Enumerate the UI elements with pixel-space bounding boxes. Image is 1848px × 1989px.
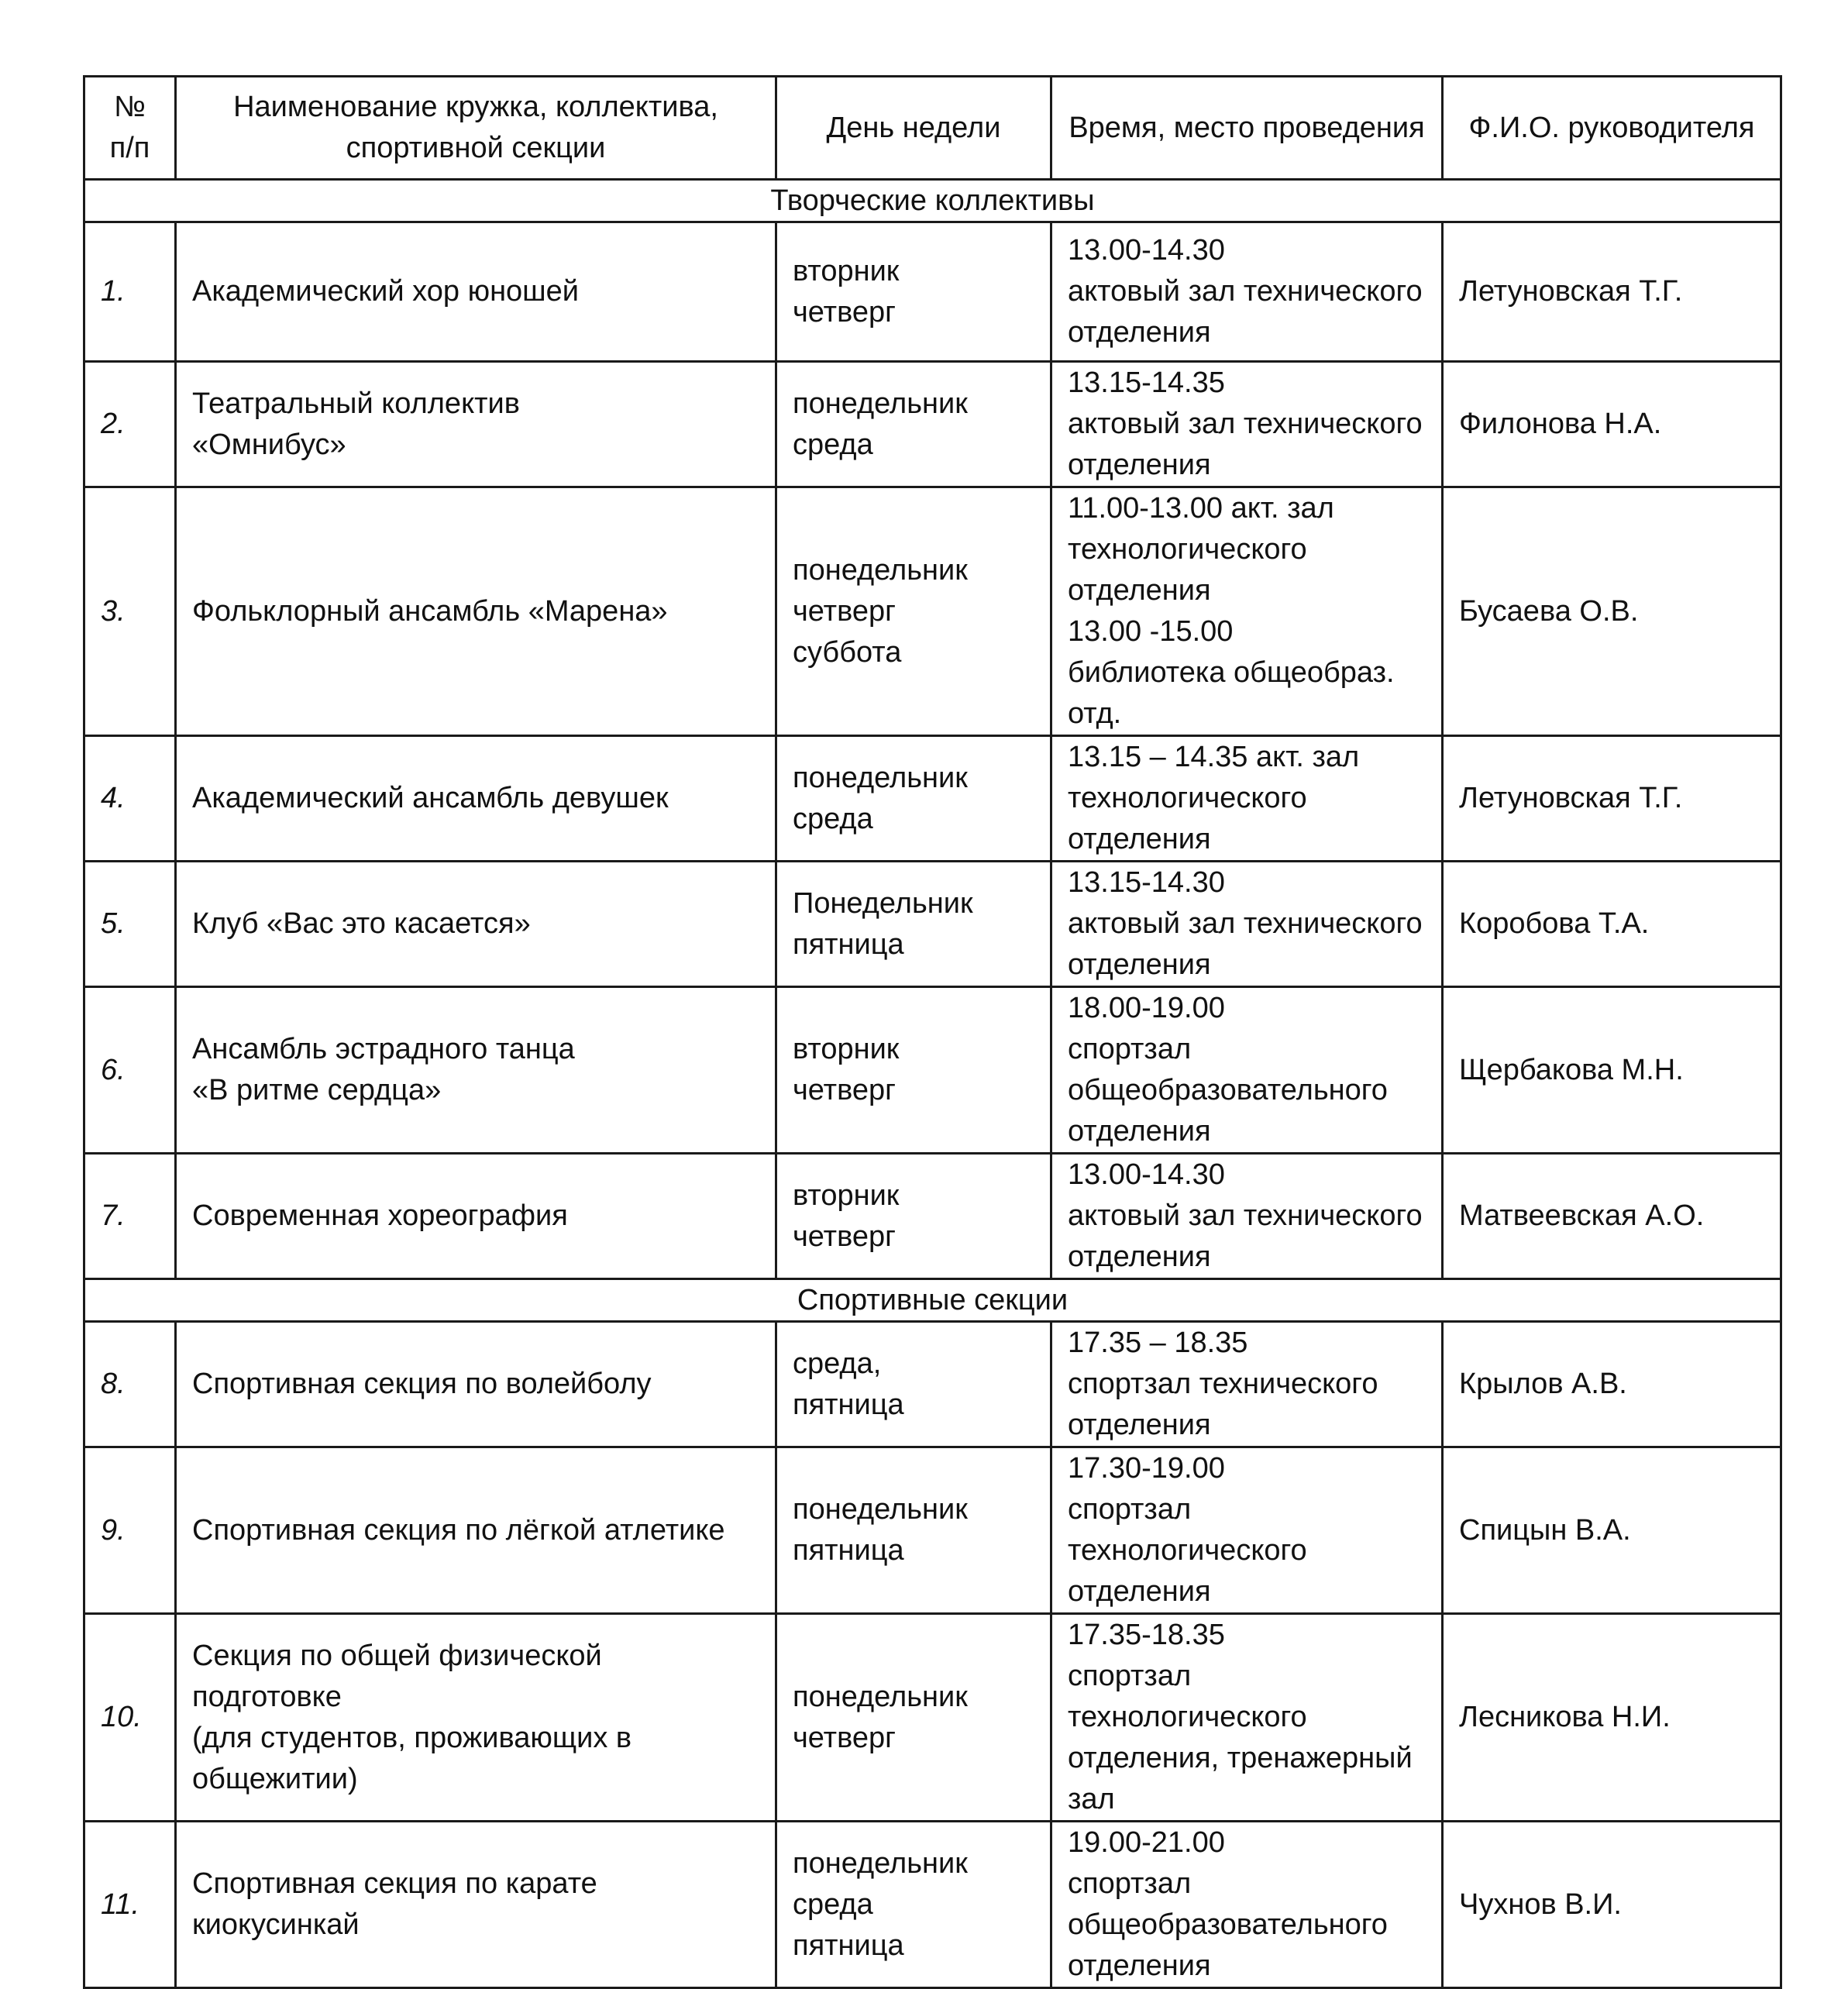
row-day: понедельник среда bbox=[776, 736, 1051, 862]
row-leader: Коробова Т.А. bbox=[1443, 862, 1781, 987]
header-day bbox=[776, 77, 1051, 180]
row-leader: Лесникова Н.И. bbox=[1443, 1614, 1781, 1822]
row-leader: Крылов А.В. bbox=[1443, 1322, 1781, 1447]
row-num: 7. bbox=[84, 1154, 176, 1279]
row-time-place: 13.15-14.30 актовый зал технического отделения bbox=[1051, 862, 1443, 987]
row-name: Академический хор юношей bbox=[176, 222, 776, 362]
table-row bbox=[84, 362, 1781, 487]
header-leader bbox=[1443, 77, 1781, 180]
row-time-place: 13.00-14.30 актовый зал технического отделения bbox=[1051, 222, 1443, 362]
row-time-place: 17.30-19.00 спортзал технологического отделения bbox=[1051, 1447, 1443, 1614]
schedule-table bbox=[83, 75, 1782, 1989]
row-name: Спортивная секция по лёгкой атлетике bbox=[176, 1447, 776, 1614]
row-num: 5. bbox=[84, 862, 176, 987]
row-day: понедельник среда bbox=[776, 362, 1051, 487]
row-leader: Летуновская Т.Г. bbox=[1443, 736, 1781, 862]
header-num-label: № п/п bbox=[109, 91, 150, 164]
header-day-label: День недели bbox=[826, 111, 1001, 144]
row-day: вторник четверг bbox=[776, 987, 1051, 1154]
row-day: вторник четверг bbox=[776, 1154, 1051, 1279]
table-row bbox=[84, 1447, 1781, 1614]
table-row bbox=[84, 487, 1781, 736]
row-num: 9. bbox=[84, 1447, 176, 1614]
row-name: Спортивная секция по карате киокусинкай bbox=[176, 1822, 776, 1988]
header-time-place bbox=[1051, 77, 1443, 180]
row-leader: Чухнов В.И. bbox=[1443, 1822, 1781, 1988]
row-time-place: 13.15-14.35 актовый зал технического отделения bbox=[1051, 362, 1443, 487]
row-day: понедельник четверг суббота bbox=[776, 487, 1051, 736]
table-row bbox=[84, 222, 1781, 362]
row-leader: Бусаева О.В. bbox=[1443, 487, 1781, 736]
header-leader-label: Ф.И.О. руководителя bbox=[1468, 111, 1755, 144]
section-title-creative: Творческие коллективы bbox=[84, 180, 1781, 222]
row-leader: Спицын В.А. bbox=[1443, 1447, 1781, 1614]
row-name: Академический ансамбль девушек bbox=[176, 736, 776, 862]
row-num: 2. bbox=[84, 362, 176, 487]
row-time-place: 13.00-14.30 актовый зал технического отделения bbox=[1051, 1154, 1443, 1279]
header-name bbox=[176, 77, 776, 180]
section-row bbox=[84, 180, 1781, 222]
table-row bbox=[84, 862, 1781, 987]
section-title-sports: Спортивные секции bbox=[84, 1279, 1781, 1322]
header-name-label: Наименование кружка, коллектива, спортивной секции bbox=[233, 91, 718, 164]
table-row bbox=[84, 1614, 1781, 1822]
row-time-place: 13.15 – 14.35 акт. зал технологического отделения bbox=[1051, 736, 1443, 862]
table-row bbox=[84, 987, 1781, 1154]
row-name: Ансамбль эстрадного танца «В ритме сердца» bbox=[176, 987, 776, 1154]
row-name: Спортивная секция по волейболу bbox=[176, 1322, 776, 1447]
row-time-place: 11.00-13.00 акт. зал технологического отделения 13.00 -15.00 библиотека общеобраз. отд. bbox=[1051, 487, 1443, 736]
row-num: 8. bbox=[84, 1322, 176, 1447]
row-day: вторник четверг bbox=[776, 222, 1051, 362]
row-day: понедельник четверг bbox=[776, 1614, 1051, 1822]
row-time-place: 17.35-18.35 спортзал технологического отделения, тренажерный зал bbox=[1051, 1614, 1443, 1822]
row-name: Театральный коллектив «Омнибус» bbox=[176, 362, 776, 487]
row-time-place: 19.00-21.00 спортзал общеобразовательного отделения bbox=[1051, 1822, 1443, 1988]
table-row bbox=[84, 736, 1781, 862]
table-row bbox=[84, 1322, 1781, 1447]
row-name: Современная хореография bbox=[176, 1154, 776, 1279]
row-day: среда, пятница bbox=[776, 1322, 1051, 1447]
row-name: Фольклорный ансамбль «Марена» bbox=[176, 487, 776, 736]
row-day: Понедельник пятница bbox=[776, 862, 1051, 987]
section-row bbox=[84, 1279, 1781, 1322]
table-body bbox=[84, 180, 1781, 1988]
header-row bbox=[84, 77, 1781, 180]
table-row bbox=[84, 1154, 1781, 1279]
row-leader: Филонова Н.А. bbox=[1443, 362, 1781, 487]
row-num: 3. bbox=[84, 487, 176, 736]
row-time-place: 18.00-19.00 спортзал общеобразовательного отделения bbox=[1051, 987, 1443, 1154]
row-num: 4. bbox=[84, 736, 176, 862]
row-name: Секция по общей физической подготовке (для студентов, проживающих в общежитии) bbox=[176, 1614, 776, 1822]
row-day: понедельник пятница bbox=[776, 1447, 1051, 1614]
row-num: 6. bbox=[84, 987, 176, 1154]
row-num: 10. bbox=[84, 1614, 176, 1822]
row-leader: Щербакова М.Н. bbox=[1443, 987, 1781, 1154]
row-num: 11. bbox=[84, 1822, 176, 1988]
row-name: Клуб «Вас это касается» bbox=[176, 862, 776, 987]
header-num bbox=[84, 77, 176, 180]
row-leader: Матвеевская А.О. bbox=[1443, 1154, 1781, 1279]
table-header bbox=[84, 77, 1781, 180]
row-day: понедельник среда пятница bbox=[776, 1822, 1051, 1988]
row-time-place: 17.35 – 18.35 спортзал технического отделения bbox=[1051, 1322, 1443, 1447]
row-leader: Летуновская Т.Г. bbox=[1443, 222, 1781, 362]
header-time-place-label: Время, место проведения bbox=[1069, 111, 1425, 144]
row-num: 1. bbox=[84, 222, 176, 362]
table-row bbox=[84, 1822, 1781, 1988]
